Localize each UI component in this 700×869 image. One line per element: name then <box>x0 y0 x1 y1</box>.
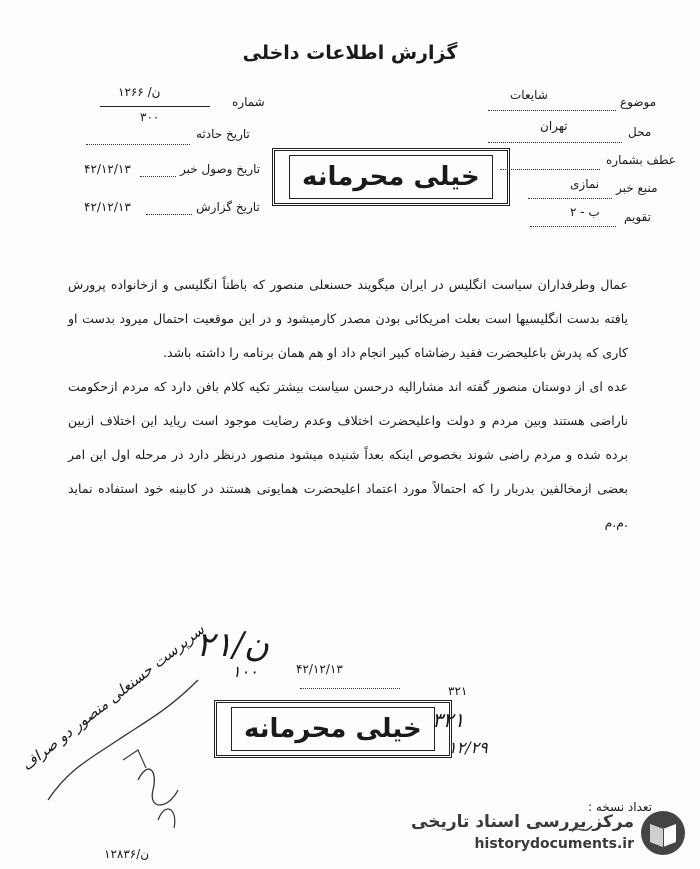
ref-label: عطف بشماره <box>606 153 676 167</box>
confidential-stamp-bottom <box>214 700 452 758</box>
number-underline <box>100 104 210 107</box>
signature-scribble <box>28 660 218 840</box>
report-date-value: ۴۲/۱۲/۱۳ <box>84 200 131 214</box>
watermark <box>408 808 688 860</box>
document-code: ن/۱۲۸۳۶ <box>104 847 150 861</box>
stamp-date: ۱۲/۲۹ <box>448 738 488 757</box>
number-label: شماره <box>232 95 265 109</box>
watermark-url: historydocuments.ir <box>474 836 634 852</box>
handwritten-number: ۱۰۰ <box>232 662 258 681</box>
body-paragraph-1: عمال وطرفداران سیاست انگلیس در ایران میگویند حسنعلی منصور که باطناً انگلیسی و ازخانواده پرورش یافته بدست انگلیسیها است بعلت امریکائی بودن مصدر کارمیشود و در این موقعیت احتمال میرود بدست او کاری که پدرش باعلیحضرت فقید رضاشاه کبیر انجام داد او هم همان برنامه را داشته باشد. <box>68 277 628 360</box>
forward-dots <box>300 676 400 689</box>
confidential-stamp-top <box>272 148 510 206</box>
report-body <box>68 268 628 540</box>
place-value: تهران <box>540 119 568 133</box>
number-value: ن/ ۱۲۶۶ <box>118 85 161 99</box>
source-label: منبع خبر <box>616 181 658 195</box>
incident-date-label: تاریخ حادثه <box>196 127 250 141</box>
evaluation-label: تقویم <box>624 210 651 224</box>
book-logo-icon <box>640 810 686 856</box>
evaluation-value: ب - ۲ <box>570 205 600 219</box>
receipt-date-dots <box>140 164 176 177</box>
number-sub: ۳۰۰ <box>140 110 160 124</box>
receipt-date-label: تاریخ وصول خبر <box>180 162 261 176</box>
copies-label: تعداد نسخه : <box>588 800 653 814</box>
subject-line <box>488 98 616 111</box>
stamp-top-text: خیلی محرمانه <box>289 155 493 199</box>
incident-date-line <box>86 132 190 145</box>
forward-date: ۴۲/۱۲/۱۳ <box>296 662 343 676</box>
source-value: نمازی <box>570 177 600 191</box>
subject-value: شایعات <box>510 88 548 102</box>
stamp-bottom-text: خیلی محرمانه <box>231 707 435 751</box>
watermark-name: مرکز بررسی اسناد تاریخی <box>411 812 634 832</box>
report-date-label: تاریخ گزارش <box>196 200 260 214</box>
report-date-dots <box>146 202 192 215</box>
body-paragraph-2: عده ای از دوستان منصور گفته اند مشارالیه درحسن سیاست بیشتر تکیه کلام بافن دارد که مردم ازحکومت ناراضی هستند وبین مردم و دولت واعلیحضرت اختلاف وعدم رضایت موجود است ریاید این اختلاف ازبین برده شده و مردم راضی شوند بخصوص اینکه بعداً شنیده میشود منصور درنظر دارد در مرحله اول این امر بعضی ازمخالفین بدربار را که احتمالاً مورد اعتماد اعلیحضرت همایونی هستند در کابینه خود استفاده نماید .م.م <box>68 379 628 530</box>
stamp-number-small: ۳۲۱ <box>448 684 468 698</box>
receipt-date-value: ۴۲/۱۲/۱۳ <box>84 162 131 176</box>
stamp-number-large: ۳۲۱ <box>432 708 465 732</box>
report-title: گزارش اطلاعات داخلی <box>242 42 458 64</box>
handwritten-code: ۲۱/ن <box>196 625 269 665</box>
ref-line <box>500 157 600 170</box>
handwritten-side-note: سرپرست حسنعلی منصور دو صراف <box>18 620 208 775</box>
subject-label: موضوع <box>620 95 657 109</box>
place-label: محل <box>628 125 652 139</box>
